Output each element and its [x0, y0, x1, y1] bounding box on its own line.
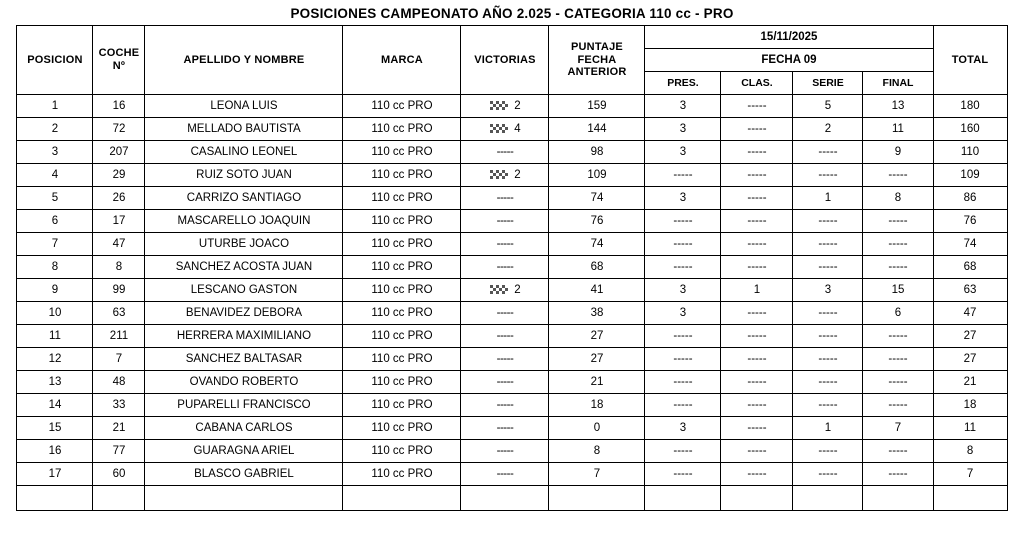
- cell-marca: 110 cc PRO: [343, 463, 461, 486]
- cell-clas: -----: [721, 463, 793, 486]
- cell-coche: 77: [93, 440, 145, 463]
- cell-final: -----: [863, 233, 933, 256]
- table-body: [17, 95, 1007, 511]
- cell-victorias: [461, 118, 549, 141]
- cell-marca: 110 cc PRO: [343, 210, 461, 233]
- cell-posicion: 12: [17, 348, 93, 371]
- victorias-count: 2: [514, 100, 521, 112]
- cell-coche: 17: [93, 210, 145, 233]
- header-total: TOTAL: [933, 26, 1007, 95]
- cell-total: 8: [933, 440, 1007, 463]
- table-row: [17, 394, 1007, 417]
- victorias-count: -----: [496, 422, 514, 434]
- victorias-count: -----: [496, 445, 514, 457]
- standings-page: [0, 4, 1024, 547]
- cell-victorias: [461, 394, 549, 417]
- cell-serie: 5: [793, 95, 863, 118]
- cell-total: 180: [933, 95, 1007, 118]
- cell-puntaje: 159: [549, 95, 645, 118]
- table-row: [17, 210, 1007, 233]
- header-coche: [93, 26, 145, 95]
- header-puntaje-fecha-anterior: [549, 26, 645, 95]
- cell-nombre: GUARAGNA ARIEL: [145, 440, 343, 463]
- victorias-count: -----: [496, 192, 514, 204]
- cell-marca: 110 cc PRO: [343, 325, 461, 348]
- cell-victorias: [461, 325, 549, 348]
- cell-posicion: 11: [17, 325, 93, 348]
- cell-final: 9: [863, 141, 933, 164]
- cell-marca: 110 cc PRO: [343, 141, 461, 164]
- cell-clas: -----: [721, 394, 793, 417]
- header-puntaje-line2: FECHA: [577, 53, 617, 66]
- cell-empty: [645, 486, 721, 511]
- cell-clas: -----: [721, 348, 793, 371]
- cell-final: 15: [863, 279, 933, 302]
- header-final: FINAL: [863, 72, 933, 95]
- table-row: [17, 302, 1007, 325]
- victorias-count: 2: [514, 169, 521, 181]
- cell-total: 68: [933, 256, 1007, 279]
- cell-final: 11: [863, 118, 933, 141]
- cell-nombre: CABANA CARLOS: [145, 417, 343, 440]
- cell-puntaje: 74: [549, 233, 645, 256]
- cell-nombre: LESCANO GASTON: [145, 279, 343, 302]
- cell-pres: 3: [645, 95, 721, 118]
- checkered-flag-icon: [489, 100, 509, 112]
- cell-posicion: 7: [17, 233, 93, 256]
- cell-pres: -----: [645, 348, 721, 371]
- cell-coche: 26: [93, 187, 145, 210]
- cell-final: 7: [863, 417, 933, 440]
- cell-empty: [17, 486, 93, 511]
- header-pres: PRES.: [645, 72, 721, 95]
- cell-serie: -----: [793, 210, 863, 233]
- cell-coche: 7: [93, 348, 145, 371]
- cell-nombre: CASALINO LEONEL: [145, 141, 343, 164]
- cell-posicion: 9: [17, 279, 93, 302]
- table-row: [17, 463, 1007, 486]
- cell-clas: -----: [721, 164, 793, 187]
- cell-pres: 3: [645, 187, 721, 210]
- header-marca: MARCA: [343, 26, 461, 95]
- cell-nombre: LEONA LUIS: [145, 95, 343, 118]
- cell-pres: -----: [645, 440, 721, 463]
- cell-pres: -----: [645, 463, 721, 486]
- cell-marca: 110 cc PRO: [343, 440, 461, 463]
- cell-victorias: [461, 210, 549, 233]
- cell-nombre: CARRIZO SANTIAGO: [145, 187, 343, 210]
- cell-posicion: 14: [17, 394, 93, 417]
- cell-final: -----: [863, 325, 933, 348]
- cell-puntaje: 27: [549, 325, 645, 348]
- victorias-count: -----: [496, 468, 514, 480]
- cell-pres: -----: [645, 256, 721, 279]
- cell-final: -----: [863, 164, 933, 187]
- cell-pres: 3: [645, 302, 721, 325]
- cell-coche: 29: [93, 164, 145, 187]
- cell-total: 86: [933, 187, 1007, 210]
- cell-clas: -----: [721, 325, 793, 348]
- cell-final: 8: [863, 187, 933, 210]
- cell-nombre: RUIZ SOTO JUAN: [145, 164, 343, 187]
- cell-total: 21: [933, 371, 1007, 394]
- cell-serie: 3: [793, 279, 863, 302]
- table-row: [17, 440, 1007, 463]
- cell-clas: -----: [721, 187, 793, 210]
- cell-victorias: [461, 95, 549, 118]
- cell-coche: 211: [93, 325, 145, 348]
- cell-puntaje: 144: [549, 118, 645, 141]
- cell-coche: 72: [93, 118, 145, 141]
- cell-marca: 110 cc PRO: [343, 164, 461, 187]
- cell-clas: -----: [721, 233, 793, 256]
- cell-final: -----: [863, 463, 933, 486]
- cell-empty: [145, 486, 343, 511]
- cell-posicion: 15: [17, 417, 93, 440]
- victorias-count: -----: [496, 238, 514, 250]
- cell-posicion: 4: [17, 164, 93, 187]
- victorias-count: -----: [496, 353, 514, 365]
- header-apellido-nombre: APELLIDO Y NOMBRE: [145, 26, 343, 95]
- cell-serie: 1: [793, 417, 863, 440]
- cell-empty: [793, 486, 863, 511]
- cell-pres: -----: [645, 233, 721, 256]
- cell-total: 27: [933, 348, 1007, 371]
- cell-nombre: BLASCO GABRIEL: [145, 463, 343, 486]
- table-header: [17, 26, 1007, 95]
- table-row: [17, 417, 1007, 440]
- cell-puntaje: 27: [549, 348, 645, 371]
- cell-puntaje: 18: [549, 394, 645, 417]
- table-row: [17, 371, 1007, 394]
- cell-serie: -----: [793, 233, 863, 256]
- cell-empty: [461, 486, 549, 511]
- cell-serie: -----: [793, 256, 863, 279]
- cell-empty: [863, 486, 933, 511]
- cell-victorias: [461, 348, 549, 371]
- cell-puntaje: 38: [549, 302, 645, 325]
- table-row: [17, 187, 1007, 210]
- cell-posicion: 10: [17, 302, 93, 325]
- cell-nombre: UTURBE JOACO: [145, 233, 343, 256]
- cell-nombre: MASCARELLO JOAQUIN: [145, 210, 343, 233]
- cell-clas: -----: [721, 302, 793, 325]
- cell-clas: -----: [721, 417, 793, 440]
- cell-clas: -----: [721, 95, 793, 118]
- table-row: [17, 348, 1007, 371]
- cell-total: 109: [933, 164, 1007, 187]
- cell-marca: 110 cc PRO: [343, 394, 461, 417]
- cell-coche: 8: [93, 256, 145, 279]
- cell-total: 74: [933, 233, 1007, 256]
- cell-empty: [343, 486, 461, 511]
- cell-nombre: BENAVIDEZ DEBORA: [145, 302, 343, 325]
- cell-clas: -----: [721, 371, 793, 394]
- cell-clas: -----: [721, 118, 793, 141]
- header-clas: CLAS.: [721, 72, 793, 95]
- cell-final: 6: [863, 302, 933, 325]
- cell-total: 76: [933, 210, 1007, 233]
- header-coche-line2: Nº: [112, 60, 126, 72]
- cell-victorias: [461, 279, 549, 302]
- cell-pres: 3: [645, 417, 721, 440]
- cell-posicion: 3: [17, 141, 93, 164]
- cell-total: 7: [933, 463, 1007, 486]
- header-event-date: 15/11/2025: [645, 26, 933, 49]
- cell-posicion: 2: [17, 118, 93, 141]
- cell-posicion: 8: [17, 256, 93, 279]
- cell-victorias: [461, 417, 549, 440]
- cell-victorias: [461, 141, 549, 164]
- table-row: [17, 256, 1007, 279]
- victorias-count: -----: [496, 261, 514, 273]
- cell-pres: -----: [645, 371, 721, 394]
- cell-serie: -----: [793, 440, 863, 463]
- victorias-count: -----: [496, 376, 514, 388]
- cell-coche: 33: [93, 394, 145, 417]
- cell-clas: -----: [721, 256, 793, 279]
- cell-pres: 3: [645, 279, 721, 302]
- victorias-count: 2: [514, 284, 521, 296]
- cell-marca: 110 cc PRO: [343, 95, 461, 118]
- cell-posicion: 6: [17, 210, 93, 233]
- cell-puntaje: 0: [549, 417, 645, 440]
- table-row: [17, 279, 1007, 302]
- header-event-round: FECHA 09: [645, 49, 933, 72]
- table-row: [17, 118, 1007, 141]
- cell-nombre: OVANDO ROBERTO: [145, 371, 343, 394]
- cell-pres: -----: [645, 325, 721, 348]
- table-row-empty: [17, 486, 1007, 511]
- cell-posicion: 13: [17, 371, 93, 394]
- cell-puntaje: 98: [549, 141, 645, 164]
- victorias-count: 4: [514, 123, 521, 135]
- cell-serie: -----: [793, 348, 863, 371]
- cell-puntaje: 21: [549, 371, 645, 394]
- cell-nombre: MELLADO BAUTISTA: [145, 118, 343, 141]
- cell-coche: 21: [93, 417, 145, 440]
- cell-nombre: SANCHEZ ACOSTA JUAN: [145, 256, 343, 279]
- cell-final: 13: [863, 95, 933, 118]
- cell-coche: 47: [93, 233, 145, 256]
- cell-posicion: 1: [17, 95, 93, 118]
- cell-pres: -----: [645, 210, 721, 233]
- standings-table: [16, 25, 1007, 511]
- cell-posicion: 16: [17, 440, 93, 463]
- table-row: [17, 141, 1007, 164]
- cell-empty: [933, 486, 1007, 511]
- cell-coche: 207: [93, 141, 145, 164]
- cell-victorias: [461, 233, 549, 256]
- cell-clas: -----: [721, 210, 793, 233]
- cell-final: -----: [863, 210, 933, 233]
- cell-serie: 2: [793, 118, 863, 141]
- cell-pres: -----: [645, 394, 721, 417]
- checkered-flag-icon: [489, 284, 509, 296]
- cell-clas: -----: [721, 440, 793, 463]
- table-row: [17, 325, 1007, 348]
- cell-total: 47: [933, 302, 1007, 325]
- cell-victorias: [461, 463, 549, 486]
- cell-posicion: 5: [17, 187, 93, 210]
- victorias-count: -----: [496, 307, 514, 319]
- cell-serie: -----: [793, 164, 863, 187]
- cell-total: 18: [933, 394, 1007, 417]
- cell-puntaje: 8: [549, 440, 645, 463]
- cell-puntaje: 76: [549, 210, 645, 233]
- cell-victorias: [461, 164, 549, 187]
- cell-coche: 16: [93, 95, 145, 118]
- page-title: POSICIONES CAMPEONATO AÑO 2.025 - CATEGORIA 110 cc - PRO: [290, 6, 734, 21]
- cell-total: 110: [933, 141, 1007, 164]
- header-puntaje-line3: ANTERIOR: [567, 66, 627, 79]
- table-row: [17, 95, 1007, 118]
- cell-coche: 63: [93, 302, 145, 325]
- cell-pres: -----: [645, 164, 721, 187]
- cell-pres: 3: [645, 118, 721, 141]
- cell-nombre: PUPARELLI FRANCISCO: [145, 394, 343, 417]
- cell-marca: 110 cc PRO: [343, 233, 461, 256]
- checkered-flag-icon: [489, 169, 509, 181]
- cell-pres: 3: [645, 141, 721, 164]
- cell-coche: 48: [93, 371, 145, 394]
- header-puntaje-line1: PUNTAJE: [571, 41, 623, 54]
- cell-victorias: [461, 302, 549, 325]
- cell-marca: 110 cc PRO: [343, 118, 461, 141]
- cell-puntaje: 68: [549, 256, 645, 279]
- header-coche-line1: COCHE: [98, 47, 140, 60]
- cell-clas: 1: [721, 279, 793, 302]
- cell-puntaje: 109: [549, 164, 645, 187]
- cell-coche: 99: [93, 279, 145, 302]
- cell-final: -----: [863, 394, 933, 417]
- cell-marca: 110 cc PRO: [343, 256, 461, 279]
- cell-coche: 60: [93, 463, 145, 486]
- cell-serie: -----: [793, 325, 863, 348]
- table-row: [17, 164, 1007, 187]
- cell-marca: 110 cc PRO: [343, 371, 461, 394]
- cell-victorias: [461, 440, 549, 463]
- cell-total: 63: [933, 279, 1007, 302]
- cell-total: 160: [933, 118, 1007, 141]
- cell-victorias: [461, 371, 549, 394]
- cell-posicion: 17: [17, 463, 93, 486]
- cell-total: 27: [933, 325, 1007, 348]
- victorias-count: -----: [496, 399, 514, 411]
- cell-total: 11: [933, 417, 1007, 440]
- cell-nombre: SANCHEZ BALTASAR: [145, 348, 343, 371]
- cell-serie: -----: [793, 394, 863, 417]
- cell-marca: 110 cc PRO: [343, 417, 461, 440]
- cell-marca: 110 cc PRO: [343, 279, 461, 302]
- cell-puntaje: 7: [549, 463, 645, 486]
- cell-marca: 110 cc PRO: [343, 302, 461, 325]
- cell-marca: 110 cc PRO: [343, 187, 461, 210]
- cell-serie: -----: [793, 371, 863, 394]
- cell-serie: -----: [793, 302, 863, 325]
- checkered-flag-icon: [489, 123, 509, 135]
- cell-empty: [549, 486, 645, 511]
- cell-serie: -----: [793, 141, 863, 164]
- header-row-date: [17, 26, 1007, 49]
- header-posicion: POSICION: [17, 26, 93, 95]
- cell-final: -----: [863, 440, 933, 463]
- cell-marca: 110 cc PRO: [343, 348, 461, 371]
- header-serie: SERIE: [793, 72, 863, 95]
- cell-serie: -----: [793, 463, 863, 486]
- table-row: [17, 233, 1007, 256]
- cell-puntaje: 41: [549, 279, 645, 302]
- cell-nombre: HERRERA MAXIMILIANO: [145, 325, 343, 348]
- cell-final: -----: [863, 371, 933, 394]
- cell-empty: [721, 486, 793, 511]
- cell-victorias: [461, 256, 549, 279]
- cell-clas: -----: [721, 141, 793, 164]
- header-victorias: VICTORIAS: [461, 26, 549, 95]
- victorias-count: -----: [496, 146, 514, 158]
- cell-final: -----: [863, 256, 933, 279]
- cell-serie: 1: [793, 187, 863, 210]
- cell-final: -----: [863, 348, 933, 371]
- victorias-count: -----: [496, 215, 514, 227]
- cell-puntaje: 74: [549, 187, 645, 210]
- cell-empty: [93, 486, 145, 511]
- cell-victorias: [461, 187, 549, 210]
- victorias-count: -----: [496, 330, 514, 342]
